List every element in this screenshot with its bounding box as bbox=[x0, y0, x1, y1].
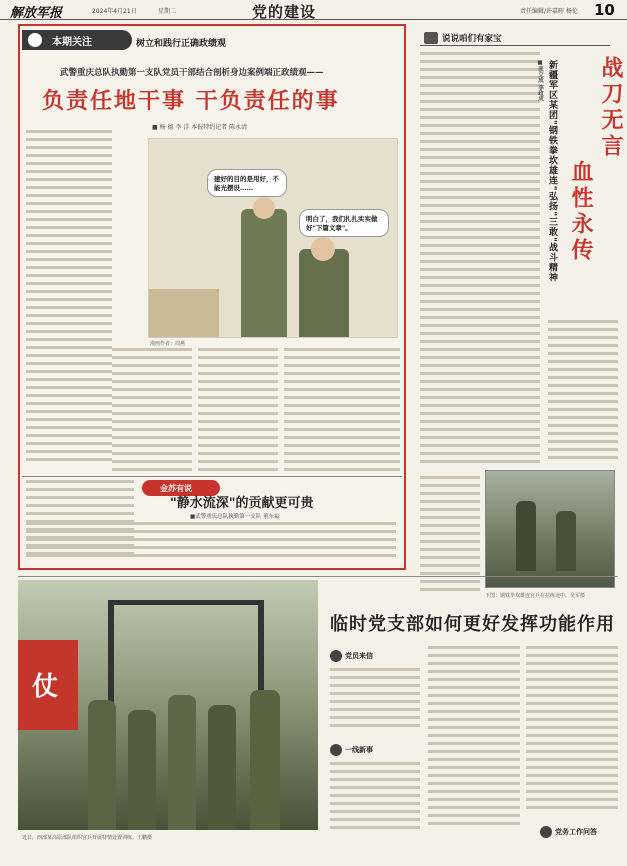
article-column-2 bbox=[112, 348, 192, 476]
soldier-head-right bbox=[311, 237, 335, 261]
topic-tag-icon bbox=[28, 33, 42, 47]
sidebar-article-text-3 bbox=[420, 476, 480, 596]
sidebar-tag-label: 说说咱们有家宝 bbox=[442, 34, 502, 44]
letter-icon bbox=[330, 650, 342, 662]
cartoon-illustration bbox=[148, 138, 398, 338]
page-number: 10 bbox=[594, 1, 615, 19]
topic-tag-label: 本期关注 bbox=[52, 37, 92, 48]
issue-weekday: 星期二 bbox=[158, 8, 177, 15]
section-title: 党的建设 bbox=[252, 3, 317, 21]
issue-date: 2024年4月21日 bbox=[92, 8, 137, 15]
bottom-article-column-2 bbox=[526, 646, 618, 822]
bottom-divider bbox=[18, 576, 618, 577]
qa-tag: 党务工作问答 bbox=[540, 826, 597, 840]
sidebar-vertical-title-1: 战刀无言 bbox=[598, 56, 624, 160]
news-tag: 一线新事 bbox=[330, 744, 373, 758]
essay-byline: ■武警重庆总队执勤第一支队 董东福 bbox=[190, 514, 280, 520]
sidebar-article-text bbox=[420, 52, 540, 472]
article-kicker: 武警重庆总队执勤第一支队党员干部结合剖析身边案例端正政绩观—— bbox=[60, 68, 324, 78]
article-headline: 负责任地干事 干负责任的事 bbox=[42, 88, 340, 114]
soldier-silhouette bbox=[88, 700, 116, 830]
page-header bbox=[0, 0, 627, 20]
training-photo-caption: 近日，西部某高原部队组织官兵开展特情处置训练。王鹏摄 bbox=[22, 835, 153, 841]
editors-credit: 责任编辑/许嘉晖 杨伦 bbox=[520, 8, 578, 15]
flag-icon bbox=[540, 826, 552, 838]
article-column-4 bbox=[284, 348, 400, 476]
soldier-silhouette bbox=[250, 690, 280, 830]
soldier-silhouette bbox=[556, 511, 576, 571]
soldier-silhouette bbox=[128, 710, 156, 830]
news-text bbox=[330, 762, 420, 838]
sidebar-article-text-2 bbox=[548, 320, 618, 465]
sidebar-photo bbox=[485, 470, 615, 588]
speech-bubble-right: 明白了，我们扎扎实实做好"下篇文章"。 bbox=[299, 209, 389, 237]
essay-title: "静水流深"的贡献更可贵 bbox=[170, 496, 314, 511]
illustration-caption: 漫画作者：周燕 bbox=[150, 341, 186, 347]
topic-tag bbox=[22, 30, 132, 50]
pen-icon bbox=[330, 744, 342, 756]
sidebar-vertical-title-2: 血性永传 bbox=[568, 160, 594, 264]
article-column-3 bbox=[198, 348, 278, 476]
article-column-1 bbox=[26, 130, 112, 470]
soldier-silhouette bbox=[516, 501, 536, 571]
frame-bar bbox=[108, 600, 264, 605]
essay-body bbox=[26, 522, 396, 566]
soldier-silhouette bbox=[168, 695, 196, 830]
wall-character: 仗 bbox=[32, 672, 59, 702]
bottom-headline: 临时党支部如何更好发挥功能作用 bbox=[330, 614, 615, 635]
soldier-silhouette bbox=[208, 705, 236, 830]
book-icon bbox=[424, 32, 438, 44]
training-photo bbox=[18, 580, 318, 830]
soldier-head-left bbox=[253, 197, 275, 219]
sidebar-vertical-subtitle: 新疆军区某团"钢铁拳坎雄连"弘扬"三敢"战斗精神 bbox=[547, 60, 557, 283]
sidebar-vertical-byline: ■张立成 李政成 bbox=[537, 60, 543, 101]
sidebar-tag bbox=[420, 30, 610, 46]
section-divider bbox=[22, 476, 402, 477]
red-wall bbox=[18, 640, 78, 730]
soldier-figure-right bbox=[299, 249, 349, 338]
bottom-article-column-1 bbox=[428, 646, 520, 836]
speech-bubble-left: 建好的目的是用好，不能光摆设…… bbox=[207, 169, 287, 197]
article-byline: ■ 杨 德 李 洋 本报特约记者 陈永清 bbox=[152, 124, 248, 131]
letters-text bbox=[330, 668, 420, 738]
topic-title: 树立和践行正确政绩观 bbox=[136, 39, 227, 49]
sidebar-photo-caption: 下图：钢铁拳坎雄连官兵在拉练途中。吴军摄 bbox=[485, 593, 586, 599]
essay-tag-label: 金苏有说 bbox=[160, 484, 192, 493]
soldier-figure-left bbox=[241, 209, 287, 338]
newspaper-masthead: 解放军报 bbox=[10, 6, 63, 21]
letters-tag: 党员来信 bbox=[330, 650, 373, 664]
background-building bbox=[149, 289, 219, 338]
